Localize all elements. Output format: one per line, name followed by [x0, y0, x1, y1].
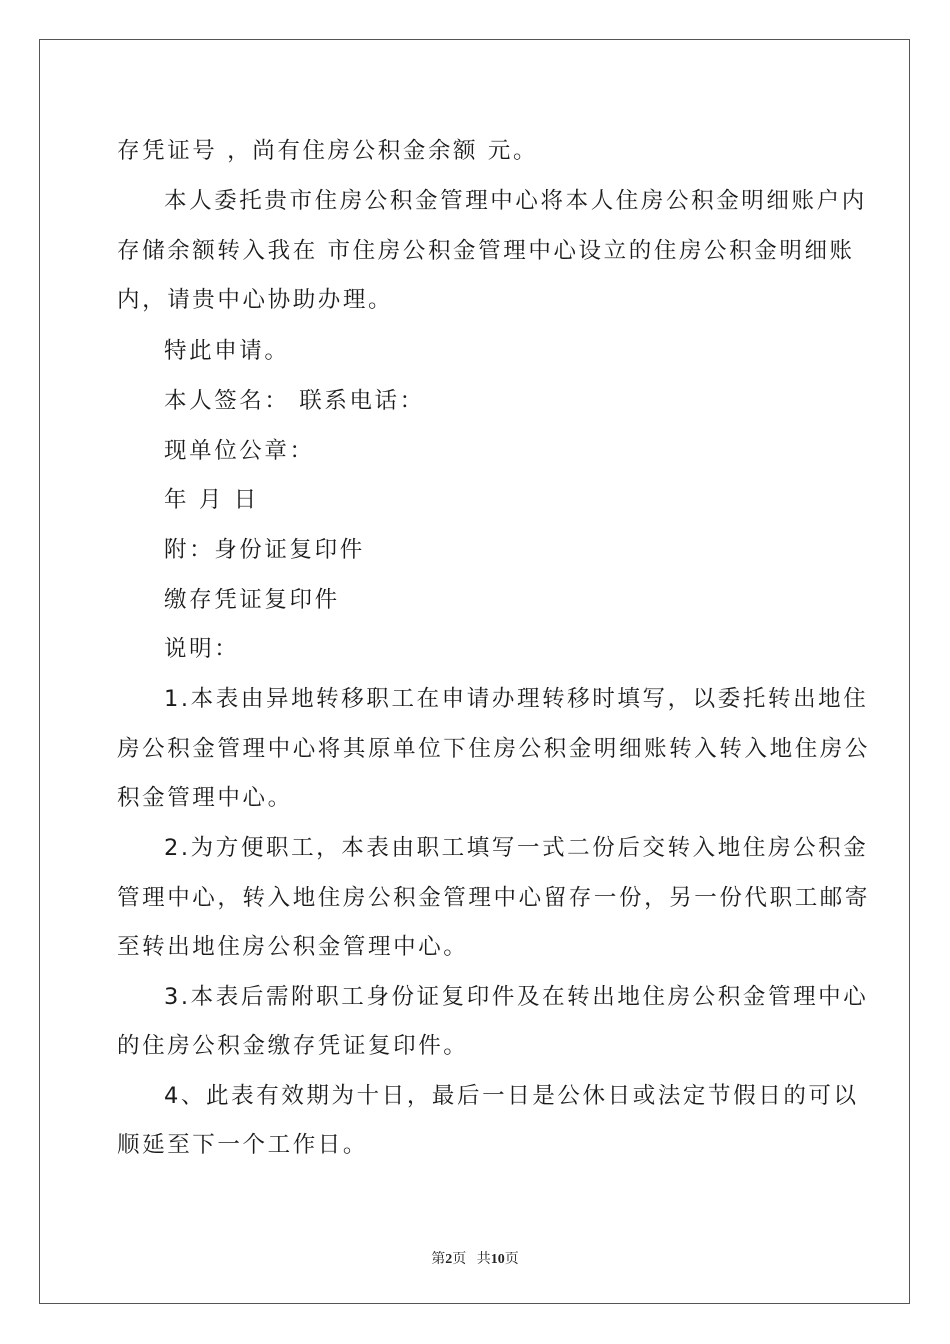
text-line: 积金管理中心。 [117, 785, 293, 811]
text-line: 管理中心，转入地住房公积金管理中心留存一份，另一份代职工邮寄 [117, 885, 871, 911]
footer-page-unit: 页 [452, 1252, 467, 1267]
text-line: 现单位公章： [164, 438, 315, 464]
footer-total-prefix: 共 [476, 1252, 491, 1267]
text-line: 至转出地住房公积金管理中心。 [117, 934, 469, 960]
text-line: 说明： [164, 636, 240, 662]
text-line: 存凭证号 ，尚有住房公积金余额 元。 [117, 138, 539, 164]
page-footer [0, 1248, 950, 1268]
page-border [39, 39, 910, 1304]
current-page-number: 2 [445, 1252, 453, 1267]
text-line: 房公积金管理中心将其原单位下住房公积金明细账转入转入地住房公 [117, 736, 871, 762]
total-pages-number: 10 [490, 1252, 505, 1267]
text-line: 存储余额转入我在 市住房公积金管理中心设立的住房公积金明细账 [117, 238, 855, 264]
text-line: 3.本表后需附职工身份证复印件及在转出地住房公积金管理中心 [164, 984, 869, 1010]
text-line: 本人签名： 联系电话： [164, 388, 425, 414]
footer-total-unit: 页 [504, 1252, 519, 1267]
text-line: 内，请贵中心协助办理。 [117, 287, 394, 313]
text-line: 附：身份证复印件 [164, 537, 365, 563]
text-line: 年 月 日 [164, 487, 259, 513]
text-line: 特此申请。 [164, 338, 290, 364]
text-line: 的住房公积金缴存凭证复印件。 [117, 1033, 469, 1059]
text-line: 4、此表有效期为十日，最后一日是公休日或法定节假日的可以 [164, 1083, 859, 1109]
text-line: 顺延至下一个工作日。 [117, 1132, 369, 1158]
text-line: 本人委托贵市住房公积金管理中心将本人住房公积金明细账户内 [164, 188, 867, 214]
text-line: 2.为方便职工，本表由职工填写一式二份后交转入地住房公积金 [164, 835, 869, 861]
text-line: 缴存凭证复印件 [164, 587, 340, 613]
text-line: 1.本表由异地转移职工在申请办理转移时填写，以委托转出地住 [164, 686, 869, 712]
footer-prefix: 第 [431, 1252, 446, 1267]
